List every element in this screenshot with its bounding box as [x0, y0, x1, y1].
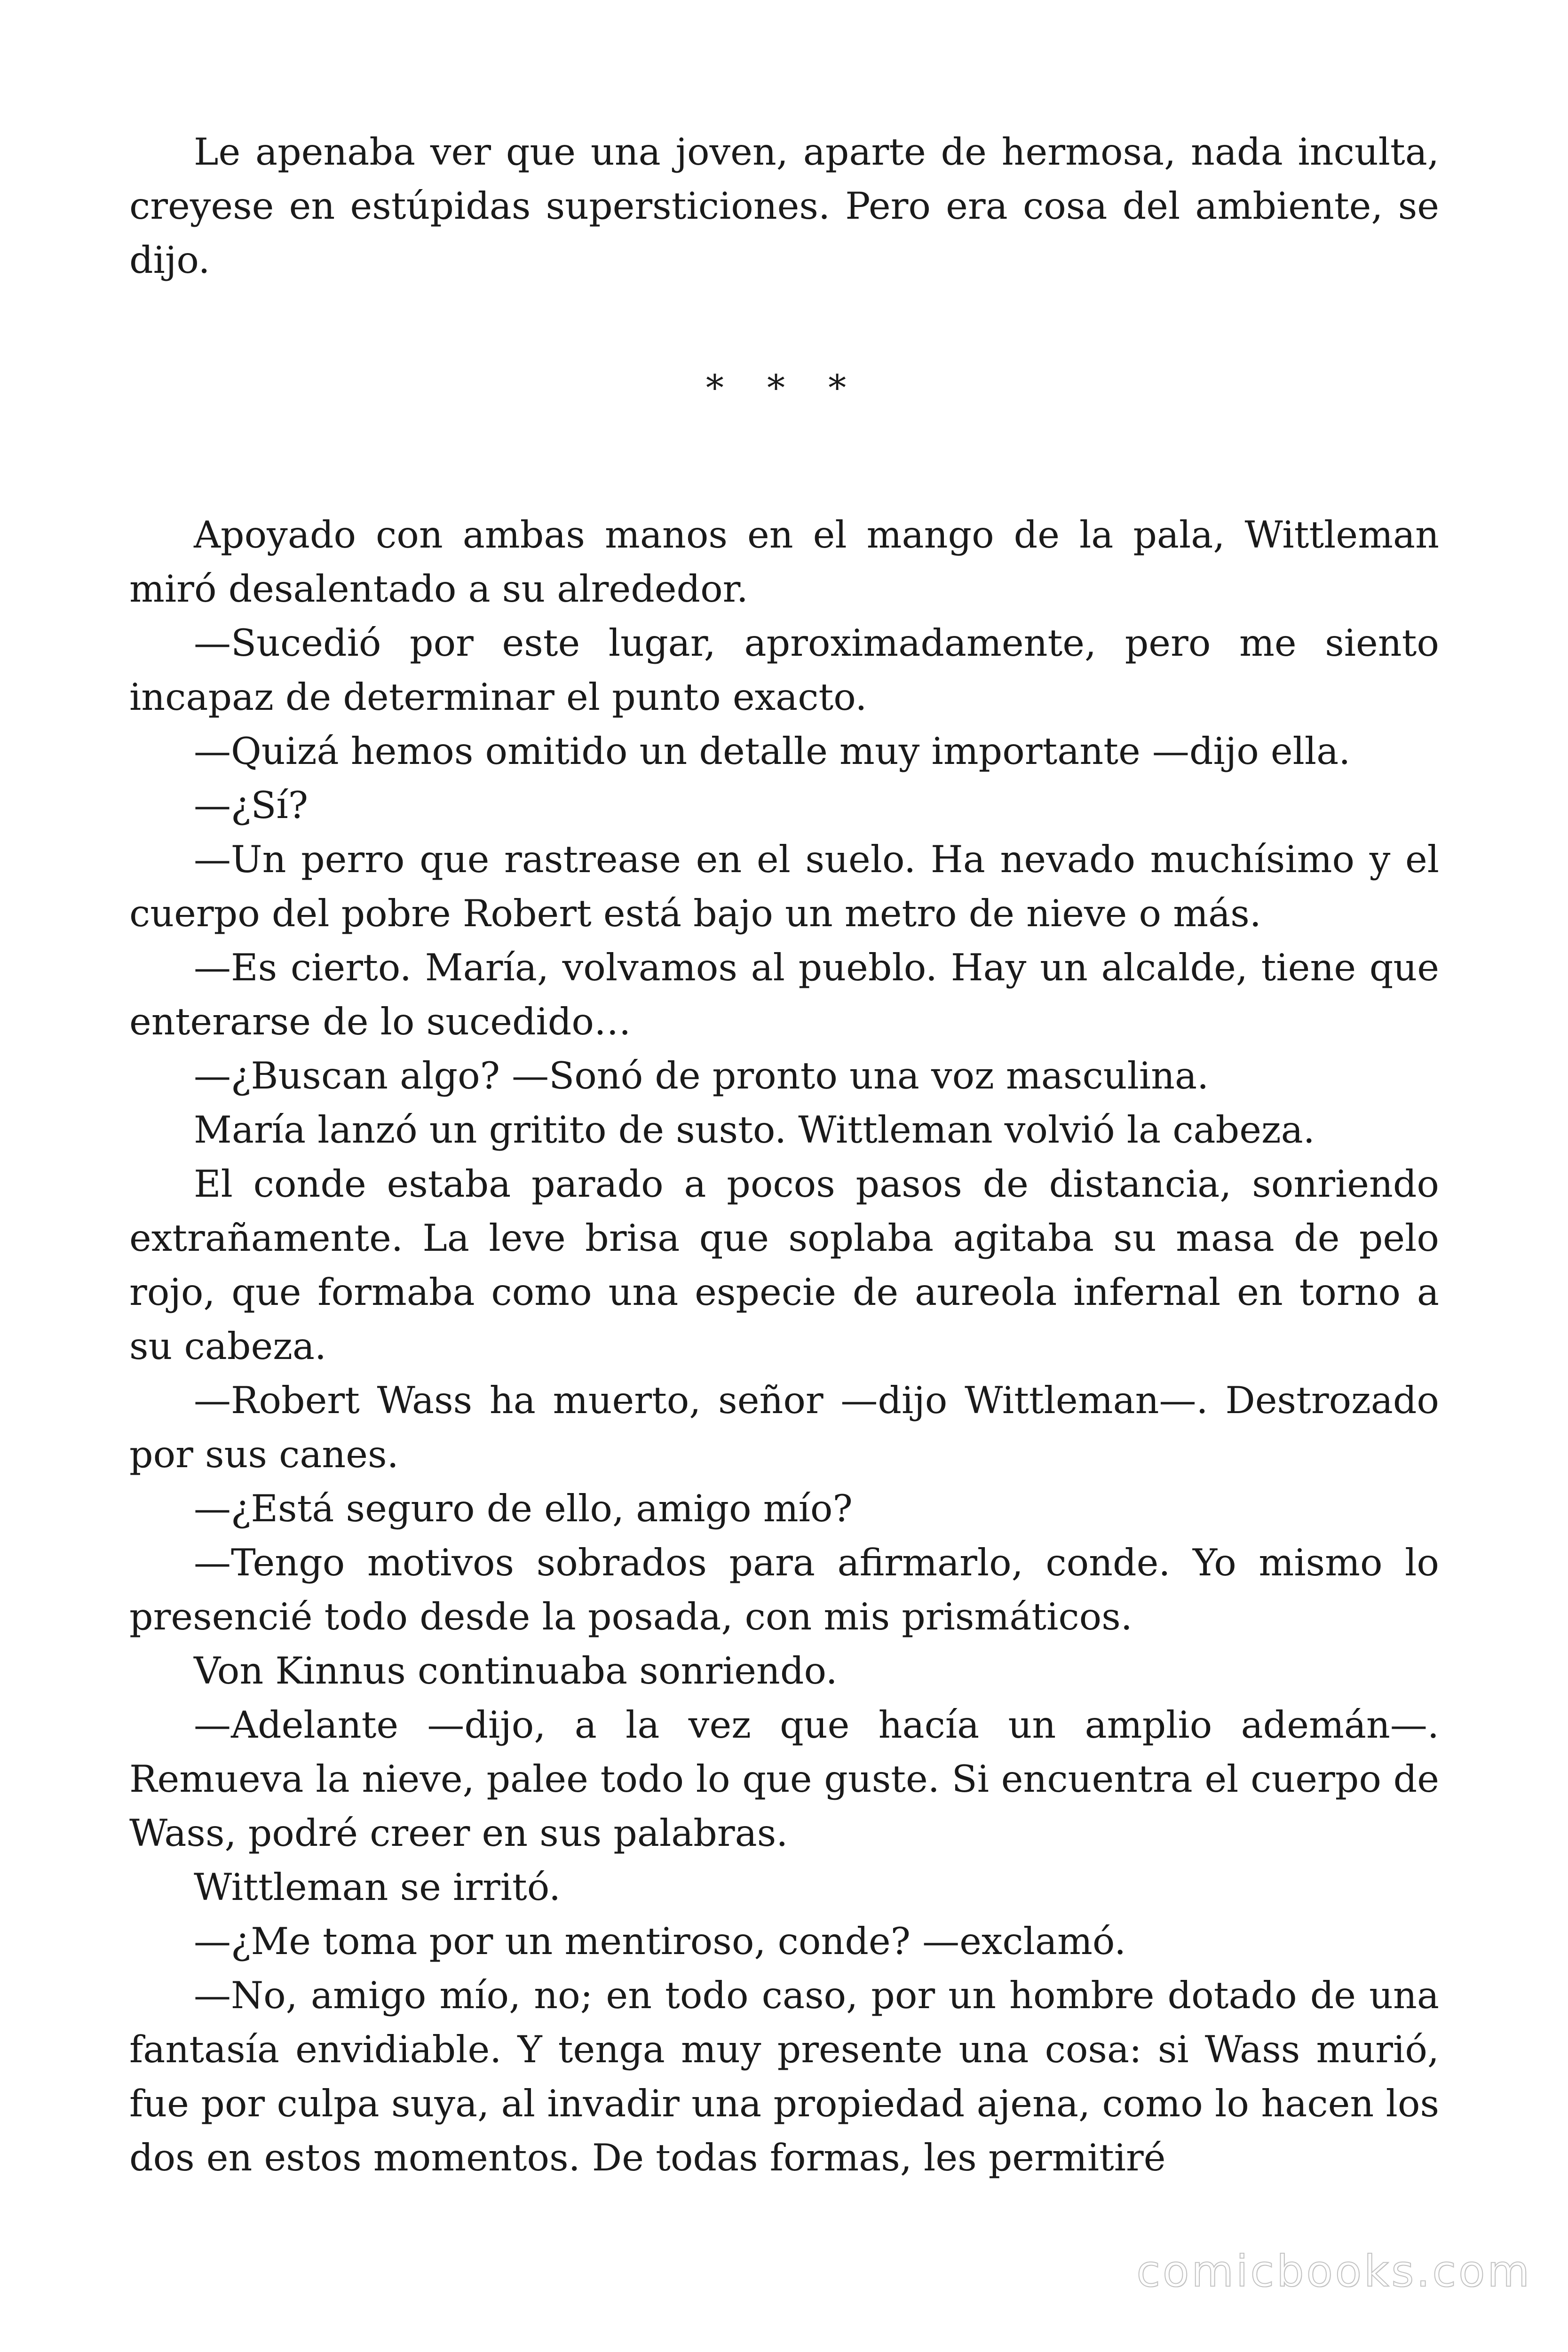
- paragraph: Le apenaba ver que una joven, aparte de hermosa, nada inculta, creyese en estúpidas supersticiones. Pero era cosa del ambiente, se dijo.: [129, 130, 1439, 282]
- paragraph: —¿Buscan algo? —Sonó de pronto una voz masculina.: [194, 1054, 1209, 1097]
- paragraph: —Es cierto. María, volvamos al pueblo. Hay un alcalde, tiene que enterarse de lo sucedido…: [129, 946, 1439, 1043]
- text-block-top: [129, 125, 1439, 287]
- paragraph: —Sucedió por este lugar, aproximadamente, pero me siento incapaz de determinar el punto exacto.: [129, 621, 1439, 719]
- paragraph: Wittleman se irritó.: [194, 1866, 561, 1909]
- text-block-main: [129, 508, 1439, 2185]
- paragraph: —Robert Wass ha muerto, señor —dijo Wittleman—. Destrozado por sus canes.: [129, 1379, 1439, 1476]
- watermark: comicbooks.com: [1136, 2246, 1532, 2296]
- section-separator: * * *: [705, 367, 863, 409]
- paragraph: —¿Me toma por un mentiroso, conde? —exclamó.: [194, 1920, 1126, 1963]
- paragraph: —¿Está seguro de ello, amigo mío?: [194, 1487, 853, 1530]
- paragraph: —Adelante —dijo, a la vez que hacía un amplio ademán—. Remueva la nieve, palee todo lo que guste. Si encuentra el cuerpo de Wass, podré creer en sus palabras.: [129, 1703, 1439, 1855]
- paragraph: Von Kinnus continuaba sonriendo.: [194, 1649, 838, 1692]
- paragraph: —¿Sí?: [194, 784, 309, 827]
- paragraph: —Tengo motivos sobrados para afirmarlo, conde. Yo mismo lo presencié todo desde la posada, con mis prismáticos.: [129, 1541, 1439, 1638]
- paragraph: El conde estaba parado a pocos pasos de distancia, sonriendo extrañamente. La leve brisa que soplaba agitaba su masa de pelo rojo, que formaba como una especie de aureola infernal en torno a su cabeza.: [129, 1162, 1439, 1368]
- paragraph: —Quizá hemos omitido un detalle muy importante —dijo ella.: [194, 730, 1351, 773]
- paragraph: María lanzó un gritito de susto. Wittleman volvió la cabeza.: [194, 1108, 1315, 1152]
- paragraph: —Un perro que rastrease en el suelo. Ha nevado muchísimo y el cuerpo del pobre Robert está bajo un metro de nieve o más.: [129, 838, 1439, 935]
- paragraph: —No, amigo mío, no; en todo caso, por un hombre dotado de una fantasía envidiable. Y tenga muy presente una cosa: si Wass murió, fue por culpa suya, al invadir una propiedad ajena, como lo hacen los dos en estos momentos. De todas formas, les permitiré: [129, 1974, 1439, 2179]
- paragraph: Apoyado con ambas manos en el mango de la pala, Wittleman miró desalentado a su alrededor.: [129, 513, 1439, 611]
